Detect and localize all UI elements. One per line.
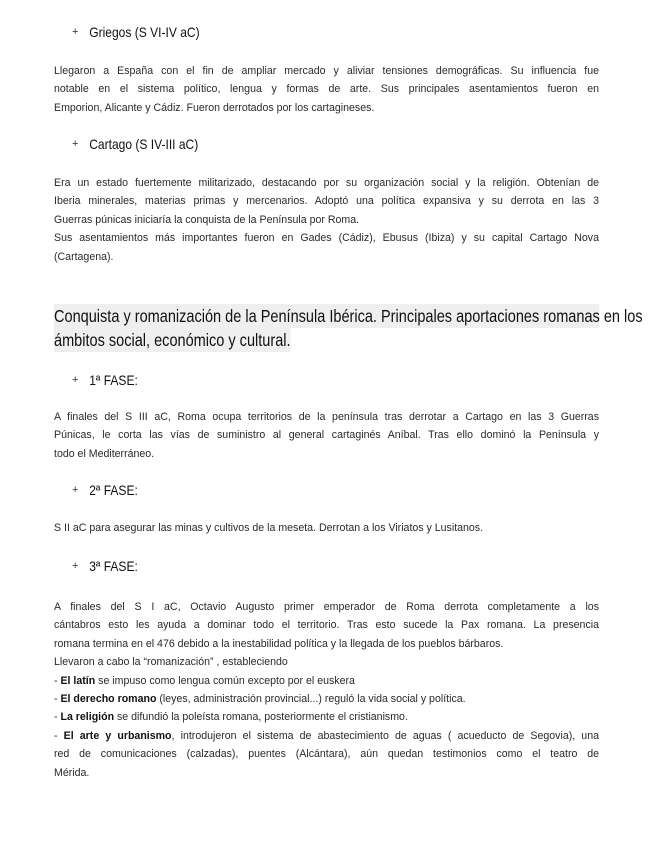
- text-line: Sus asentamientos más importantes fueron en Gades (Cádiz), Ebusus (Ibiza) y su capital Cartago Nova: [54, 232, 599, 245]
- text-line: Mérida.: [54, 766, 90, 779]
- heading-griegos: [72, 24, 200, 40]
- heading-fase-3: [72, 558, 138, 574]
- text-line: Púnicas, le corta las vías de suministro al general cartaginés Aníbal. Tras ello dominó la Península y: [54, 429, 599, 442]
- text-line: romana termina en el 476 debido a la inestabilidad política y la llegada de los pueblos bárbaros.: [54, 637, 504, 650]
- bullet-marker: +: [72, 138, 79, 150]
- heading-cartago-text: Cartago (S IV-III aC): [89, 136, 199, 152]
- paragraph-fase-2: [54, 519, 599, 537]
- text-line: red de comunicaciones (calzadas), puentes (Alcántara), aún quedan testimonios como el teatro de: [54, 748, 599, 761]
- text-line: Guerras púnicas iniciaría la conquista de la Península por Roma.: [54, 213, 360, 226]
- text-line: A finales del S III aC, Roma ocupa territorios de la península tras derrotar a Cartago en las 3 Guerras: [54, 411, 599, 423]
- section-title-line-2: ámbitos social, económico y cultural.: [54, 330, 291, 350]
- list-item-prefix: -: [54, 711, 61, 724]
- bullet-marker: +: [72, 560, 79, 572]
- heading-cartago: [72, 136, 198, 152]
- paragraph-cartago: [54, 174, 599, 266]
- paragraph-griegos: [54, 62, 599, 117]
- list-item-prefix: -: [54, 729, 64, 742]
- text-line: Iberia minerales, materias primas y mercenarios. Adoptó una política expansiva y su derrota en las 3: [54, 195, 599, 208]
- section-title: [54, 304, 643, 352]
- heading-griegos-text: Griegos (S VI-IV aC): [89, 24, 200, 40]
- text-line: (Cartagena).: [54, 250, 114, 263]
- text-line: Llevaron a cabo la “romanización” , estableciendo: [54, 656, 288, 669]
- paragraph-fase-3: [54, 598, 599, 782]
- heading-fase-1-text: 1ª FASE:: [89, 372, 138, 388]
- list-item-rest: se impuso como lengua común excepto por el euskera: [95, 674, 355, 687]
- bullet-marker: +: [72, 26, 79, 38]
- list-item-bold: La religión: [60, 711, 115, 724]
- text-line: notable en el sistema político, lengua y formas de arte. Sus principales asentamientos fueron en: [54, 83, 599, 96]
- text-line: Emporion, Alicante y Cádiz. Fueron derrotados por los cartagineses.: [54, 101, 375, 114]
- heading-fase-3-text: 3ª FASE:: [89, 558, 138, 574]
- text-line: Llegaron a España con el fin de ampliar mercado y aliviar tensiones demográficas. Su influencia fue: [54, 65, 599, 77]
- list-item-arte: [54, 727, 599, 745]
- list-item-prefix: -: [54, 692, 61, 705]
- section-title-line-1: Conquista y romanización de la Península Ibérica. Principales aportaciones romanas en los: [54, 306, 643, 326]
- text-line: S II aC para asegurar las minas y cultivos de la meseta. Derrotan a los Viriatos y Lusitanos.: [54, 522, 484, 534]
- list-item-religion: [54, 708, 599, 726]
- list-item-derecho: [54, 690, 599, 708]
- heading-fase-1: [72, 372, 138, 388]
- list-item-bold: El arte y urbanismo: [63, 729, 172, 742]
- paragraph-fase-1: [54, 408, 599, 463]
- bullet-marker: +: [72, 484, 79, 496]
- heading-fase-2: [72, 482, 138, 498]
- heading-fase-2-text: 2ª FASE:: [89, 482, 138, 498]
- list-item-rest: , introdujeron el sistema de abastecimiento de aguas ( acueducto de Segovia), una: [171, 729, 599, 742]
- text-line: Era un estado fuertemente militarizado, destacando por su organización social y la religión. Obtenían de: [54, 177, 599, 189]
- text-line: cántabros esto les ayuda a dominar todo el territorio. Tras esto sucede la Pax romana. La presencia: [54, 619, 599, 632]
- list-item-bold: El derecho romano: [60, 692, 157, 705]
- text-line: A finales del S I aC, Octavio Augusto primer emperador de Roma derrota completamente a los: [54, 601, 599, 613]
- list-item-bold: El latín: [60, 674, 96, 687]
- list-item-rest: se difundió la poleísta romana, posteriormente el cristianismo.: [114, 711, 408, 724]
- list-item-latin: [54, 672, 599, 690]
- bullet-marker: +: [72, 374, 79, 386]
- list-item-prefix: -: [54, 674, 61, 687]
- list-item-rest: (leyes, administración provincial...) reguló la vida social y política.: [156, 692, 466, 705]
- text-line: todo el Mediterráneo.: [54, 447, 155, 460]
